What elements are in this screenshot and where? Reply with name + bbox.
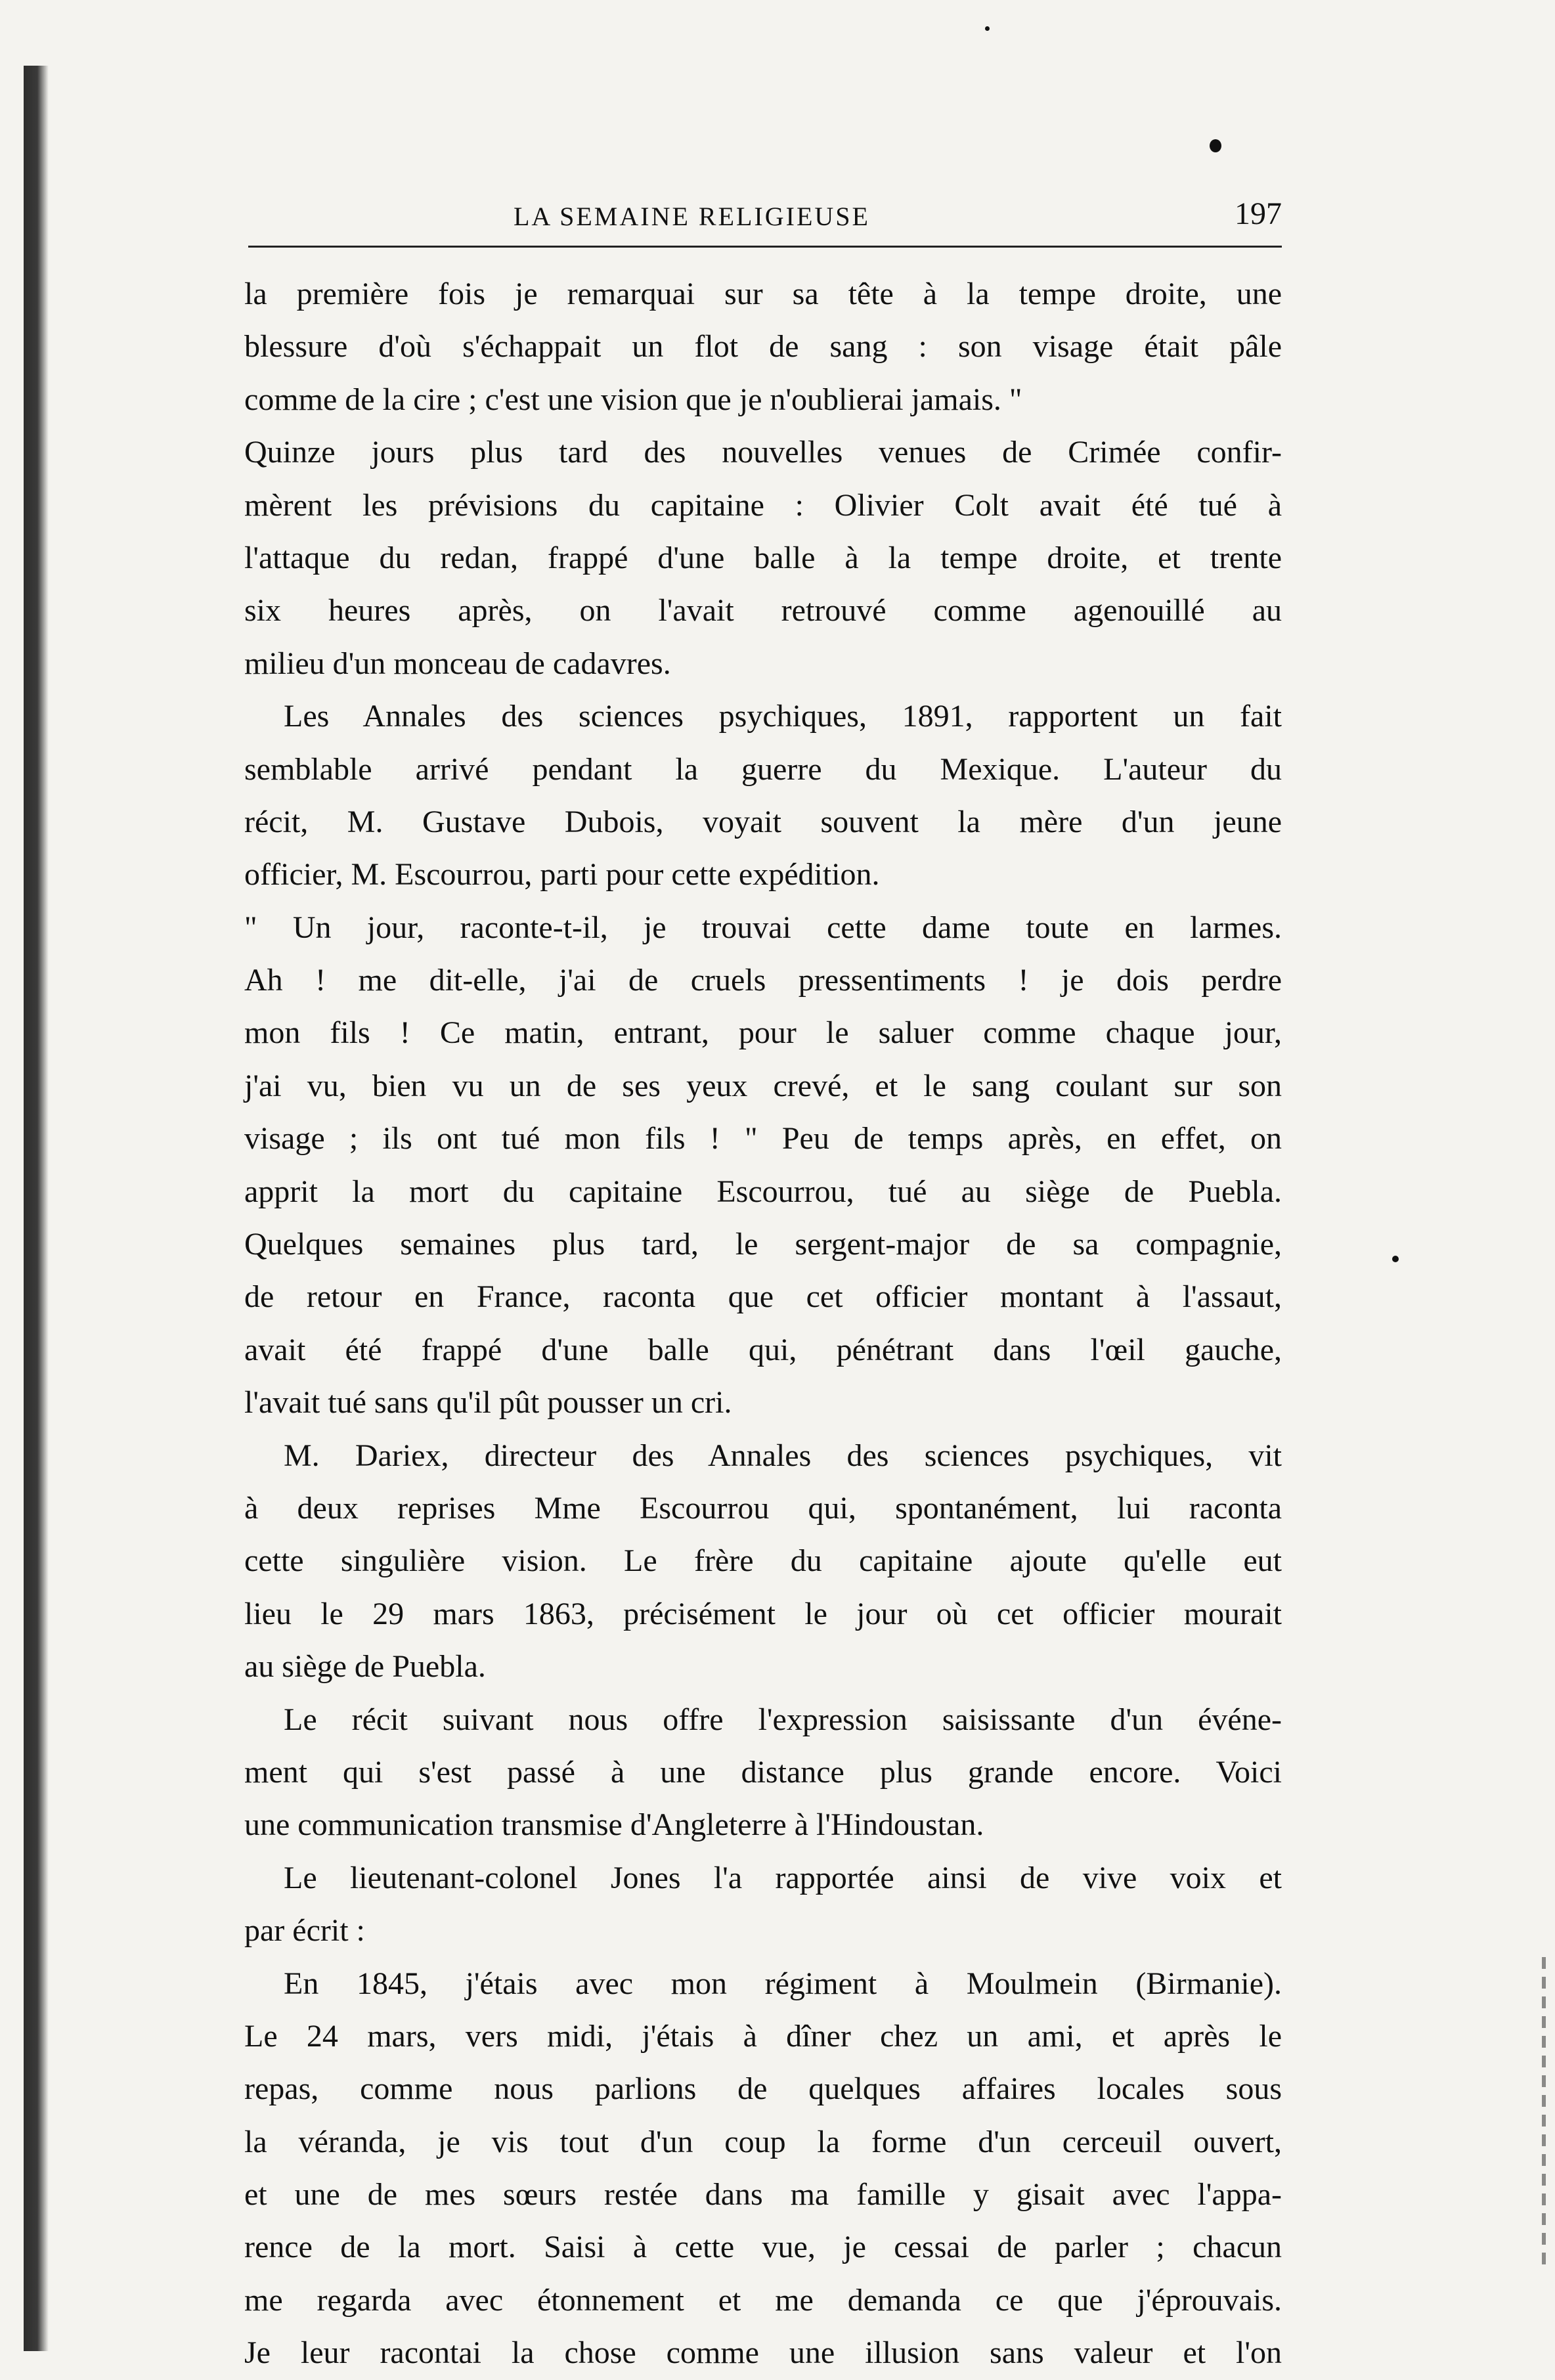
text-line: Le 24 mars, vers midi, j'étais à dîner chez un ami, et après le	[244, 2018, 1282, 2054]
running-title: LA SEMAINE RELIGIEUSE	[514, 202, 870, 231]
text-line: une communication transmise d'Angleterre à l'Hindoustan.	[244, 1807, 984, 1843]
text-line: au siège de Puebla.	[244, 1649, 486, 1685]
text-line: Je leur racontai la chose comme une illusion sans valeur et l'on	[244, 2335, 1282, 2371]
text-line: comme de la cire ; c'est une vision que je n'oublierai jamais. "	[244, 382, 1022, 417]
text-line: j'ai vu, bien vu un de ses yeux crevé, et le sang coulant sur son	[244, 1068, 1282, 1103]
page-edge-marks	[1542, 1957, 1546, 2272]
ink-speck	[1392, 1256, 1399, 1262]
binding-shadow	[24, 66, 49, 2351]
text-line: Le récit suivant nous offre l'expression saisissante d'un événe-	[284, 1702, 1282, 1737]
text-line: la véranda, je vis tout d'un coup la forme d'un cerceuil ouvert,	[244, 2124, 1282, 2159]
text-line: milieu d'un monceau de cadavres.	[244, 646, 671, 681]
text-line: Quelques semaines plus tard, le sergent-major de sa compagnie,	[244, 1227, 1282, 1262]
text-line: avait été frappé d'une balle qui, pénétrant dans l'œil gauche,	[244, 1332, 1282, 1367]
page-header	[244, 196, 1282, 242]
text-line: semblable arrivé pendant la guerre du Mexique. L'auteur du	[244, 751, 1282, 787]
text-line: Les Annales des sciences psychiques, 1891, rapportent un fait	[284, 699, 1282, 734]
text-line: mon fils ! Ce matin, entrant, pour le saluer comme chaque jour,	[244, 1015, 1282, 1051]
text-line: Ah ! me dit-elle, j'ai de cruels pressentiments ! je dois perdre	[244, 963, 1282, 998]
text-line: lieu le 29 mars 1863, précisément le jour où cet officier mourait	[244, 1596, 1282, 1631]
text-line: En 1845, j'étais avec mon régiment à Moulmein (Birmanie).	[284, 1966, 1282, 2001]
text-line: rence de la mort. Saisi à cette vue, je cessai de parler ; chacun	[244, 2230, 1282, 2265]
text-line: Le lieutenant-colonel Jones l'a rapportée ainsi de vive voix et	[284, 1860, 1282, 1895]
text-line: repas, comme nous parlions de quelques affaires locales sous	[244, 2071, 1282, 2107]
page-number: 197	[1235, 196, 1282, 231]
text-line: M. Dariex, directeur des Annales des sciences psychiques, vit	[284, 1438, 1282, 1473]
text-line: cette singulière vision. Le frère du capitaine ajoute qu'elle eut	[244, 1543, 1282, 1579]
text-line: ment qui s'est passé à une distance plus grande encore. Voici	[244, 1754, 1282, 1790]
text-line: récit, M. Gustave Dubois, voyait souvent la mère d'un jeune	[244, 804, 1282, 839]
text-line: six heures après, on l'avait retrouvé comme agenouillé au	[244, 593, 1282, 628]
header-rule	[248, 246, 1282, 248]
text-line: à deux reprises Mme Escourrou qui, spontanément, lui raconta	[244, 1490, 1282, 1526]
text-line: visage ; ils ont tué mon fils ! " Peu de temps après, en effet, on	[244, 1121, 1282, 1157]
text-line: apprit la mort du capitaine Escourrou, tué au siège de Puebla.	[244, 1174, 1282, 1209]
book-page	[244, 0, 1282, 2371]
text-line: par écrit :	[244, 1913, 365, 1949]
text-line: et une de mes sœurs restée dans ma famille y gisait avec l'appa-	[244, 2177, 1282, 2213]
text-line: l'attaque du redan, frappé d'une balle à la tempe droite, et trente	[244, 540, 1282, 575]
text-line: blessure d'où s'échappait un flot de sang : son visage était pâle	[244, 329, 1282, 364]
body-text	[244, 268, 1282, 2380]
text-line: " Un jour, raconte-t-il, je trouvai cette dame toute en larmes.	[244, 910, 1282, 945]
text-line: me regarda avec étonnement et me demanda ce que j'éprouvais.	[244, 2282, 1282, 2318]
text-line: de retour en France, raconta que cet officier montant à l'assaut,	[244, 1279, 1282, 1315]
text-line: l'avait tué sans qu'il pût pousser un cri.	[244, 1385, 732, 1421]
text-line: officier, M. Escourrou, parti pour cette expédition.	[244, 857, 880, 892]
text-line: mèrent les prévisions du capitaine : Olivier Colt avait été tué à	[244, 487, 1282, 523]
text-line: Quinze jours plus tard des nouvelles venues de Crimée confir-	[244, 435, 1282, 470]
text-line: la première fois je remarquai sur sa tête à la tempe droite, une	[244, 276, 1282, 311]
